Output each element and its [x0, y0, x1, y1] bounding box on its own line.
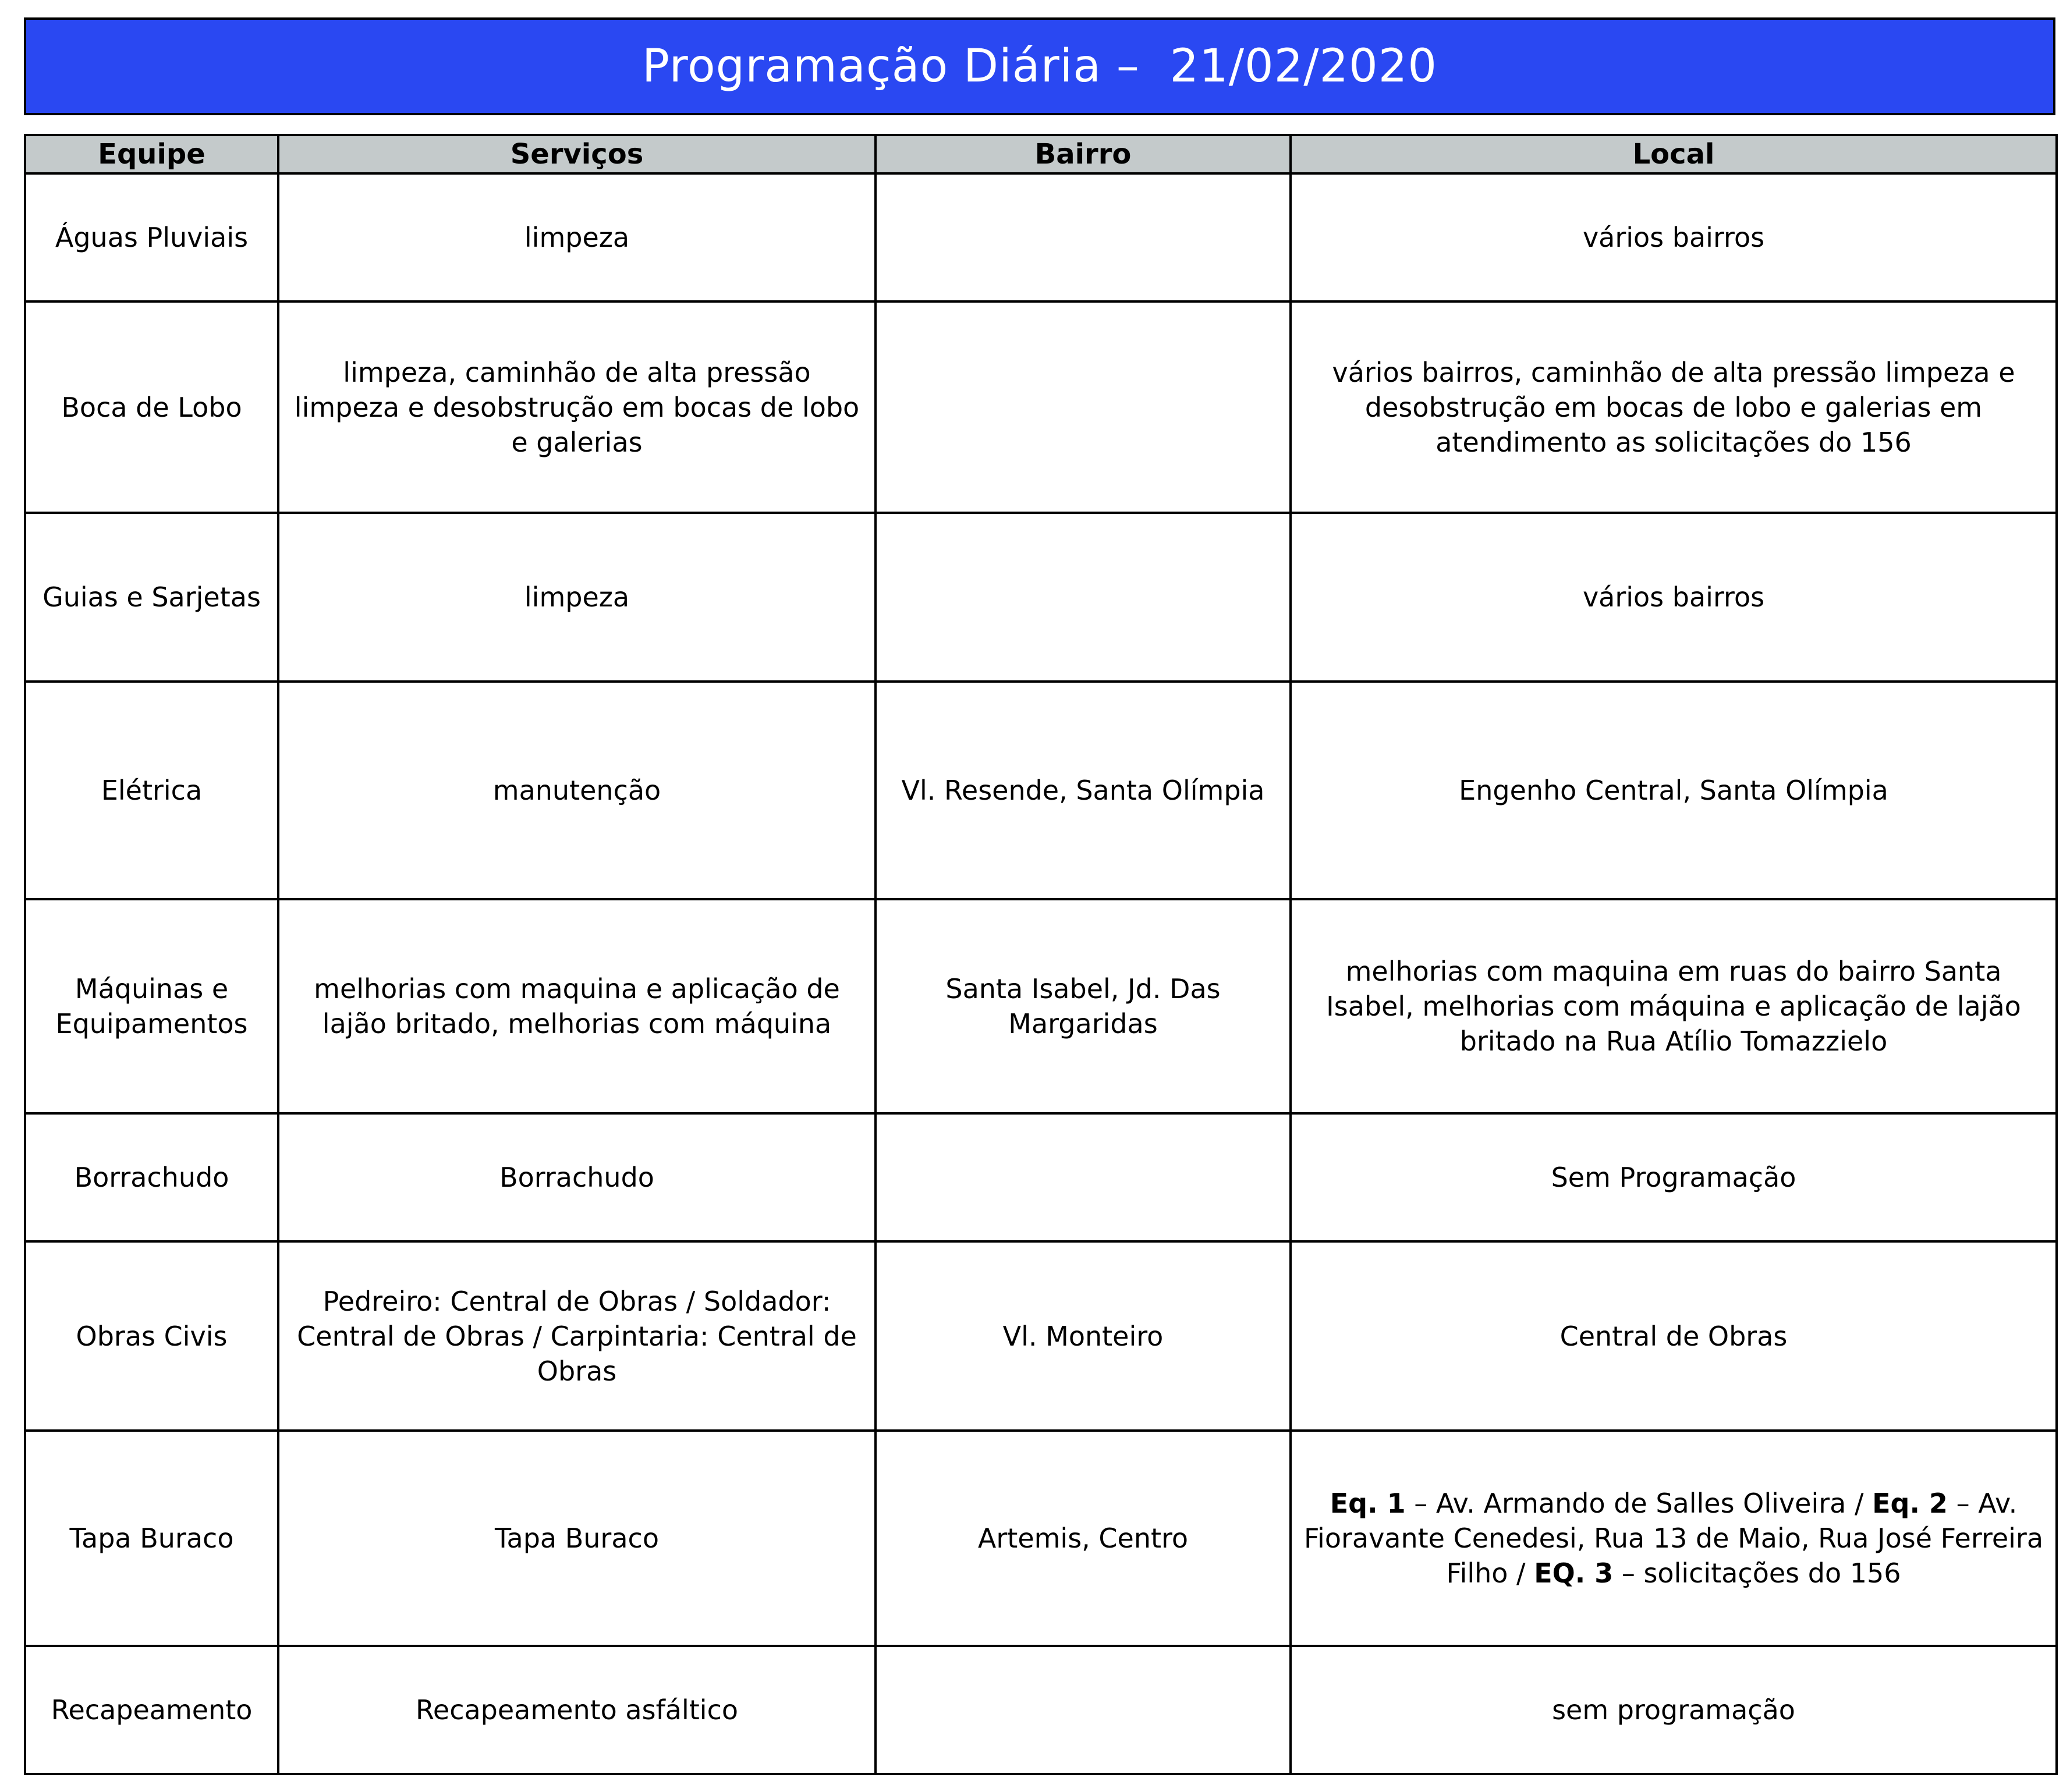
- local-part: – solicitações do 156: [1613, 1557, 1901, 1589]
- header-servicos: Serviços: [278, 135, 876, 173]
- cell-local: sem programação: [1291, 1646, 2057, 1774]
- cell-equipe: Elétrica: [25, 682, 278, 899]
- cell-servicos: melhorias com maquina e aplicação de lajão britado, melhorias com máquina: [278, 899, 876, 1113]
- cell-bairro: [876, 513, 1291, 682]
- cell-local: vários bairros: [1291, 513, 2057, 682]
- cell-equipe: Tapa Buraco: [25, 1431, 278, 1646]
- cell-equipe: Guias e Sarjetas: [25, 513, 278, 682]
- cell-servicos: manutenção: [278, 682, 876, 899]
- cell-servicos: limpeza: [278, 173, 876, 301]
- table-row: [25, 173, 2057, 301]
- cell-local: vários bairros: [1291, 173, 2057, 301]
- table-row: [25, 1113, 2057, 1241]
- cell-servicos: Borrachudo: [278, 1113, 876, 1241]
- table-row: [25, 301, 2057, 513]
- cell-local: Sem Programação: [1291, 1113, 2057, 1241]
- cell-bairro: [876, 301, 1291, 513]
- cell-bairro: Artemis, Centro: [876, 1431, 1291, 1646]
- cell-servicos: Tapa Buraco: [278, 1431, 876, 1646]
- header-equipe: Equipe: [25, 135, 278, 173]
- cell-local: vários bairros, caminhão de alta pressão limpeza e desobstrução em bocas de lobo e galerias em atendimento as solicitações do 156: [1291, 301, 2057, 513]
- cell-local: Engenho Central, Santa Olímpia: [1291, 682, 2057, 899]
- local-part: EQ. 3: [1534, 1557, 1614, 1589]
- title-bar: [24, 17, 2055, 115]
- cell-bairro: Santa Isabel, Jd. Das Margaridas: [876, 899, 1291, 1113]
- local-part: Eq. 1: [1330, 1488, 1406, 1519]
- local-part: – Av. Fioravante Cenedesi, Rua 13 de Maio, Rua José Ferreira Filho /: [1303, 1488, 2044, 1589]
- cell-equipe: Obras Civis: [25, 1241, 278, 1431]
- table-row: [25, 513, 2057, 682]
- cell-servicos: limpeza: [278, 513, 876, 682]
- cell-bairro: Vl. Resende, Santa Olímpia: [876, 682, 1291, 899]
- schedule-table: [24, 134, 2058, 1775]
- header-local: Local: [1291, 135, 2057, 173]
- cell-bairro: [876, 1113, 1291, 1241]
- cell-servicos: Recapeamento asfáltico: [278, 1646, 876, 1774]
- cell-servicos: limpeza, caminhão de alta pressão limpeza e desobstrução em bocas de lobo e galerias: [278, 301, 876, 513]
- cell-equipe: Boca de Lobo: [25, 301, 278, 513]
- table-row: [25, 1241, 2057, 1431]
- table-row: [25, 682, 2057, 899]
- cell-equipe: Borrachudo: [25, 1113, 278, 1241]
- table-row: [25, 1431, 2057, 1646]
- header-bairro: Bairro: [876, 135, 1291, 173]
- page-title: Programação Diária – 21/02/2020: [641, 40, 1438, 93]
- cell-local: melhorias com maquina em ruas do bairro Santa Isabel, melhorias com máquina e aplicação de lajão britado na Rua Atílio Tomazzielo: [1291, 899, 2057, 1113]
- table-row: [25, 899, 2057, 1113]
- cell-bairro: Vl. Monteiro: [876, 1241, 1291, 1431]
- local-part: Eq. 2: [1872, 1488, 1948, 1519]
- table-row: [25, 1646, 2057, 1774]
- cell-servicos: Pedreiro: Central de Obras / Soldador: Central de Obras / Carpintaria: Central de Obras: [278, 1241, 876, 1431]
- cell-equipe: Recapeamento: [25, 1646, 278, 1774]
- cell-bairro: [876, 173, 1291, 301]
- cell-local: Central de Obras: [1291, 1241, 2057, 1431]
- header-row: [25, 135, 2057, 173]
- cell-equipe: Águas Pluviais: [25, 173, 278, 301]
- cell-local: [1291, 1431, 2057, 1646]
- cell-bairro: [876, 1646, 1291, 1774]
- local-part: – Av. Armando de Salles Oliveira /: [1405, 1488, 1873, 1519]
- cell-equipe: Máquinas e Equipamentos: [25, 899, 278, 1113]
